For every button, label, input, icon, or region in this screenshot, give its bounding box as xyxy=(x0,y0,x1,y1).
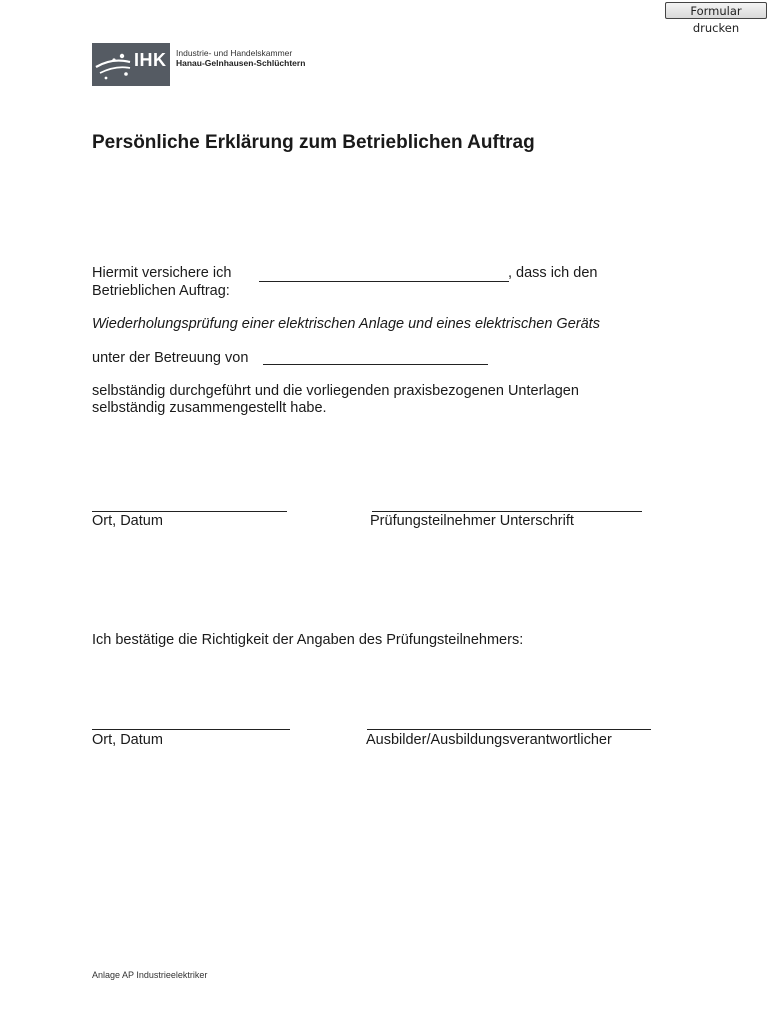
logo-mark xyxy=(92,43,170,86)
place-date-label-1: Ort, Datum xyxy=(92,513,163,529)
place-date-line-1 xyxy=(92,511,287,512)
confirmation-text: Ich bestätige die Richtigkeit der Angaben des Prüfungsteilnehmers: xyxy=(92,632,524,648)
place-date-line-2 xyxy=(92,729,290,730)
print-form-button[interactable]: Formular drucken xyxy=(665,2,767,19)
participant-signature-line xyxy=(372,511,642,512)
place-date-label-2: Ort, Datum xyxy=(92,732,163,748)
ihk-logo xyxy=(92,43,306,86)
logo-region-name: Hanau-Gelnhausen-Schlüchtern xyxy=(176,58,306,68)
statement-line-2: selbständig zusammengestellt habe. xyxy=(92,400,327,416)
logo-ihk-text: IHK xyxy=(134,50,167,70)
supervisor-field[interactable] xyxy=(263,364,488,365)
trainer-signature-label: Ausbilder/Ausbildungsverantwortlicher xyxy=(366,732,612,748)
footer-note: Anlage AP Industrieelektriker xyxy=(92,970,208,980)
participant-signature-label: Prüfungsteilnehmer Unterschrift xyxy=(370,513,574,529)
declaration-suffix: , dass ich den xyxy=(508,265,598,281)
order-title: Wiederholungsprüfung einer elektrischen Anlage und eines elektrischen Geräts xyxy=(92,316,600,332)
name-field[interactable] xyxy=(259,281,509,282)
trainer-signature-line xyxy=(367,729,651,730)
page-title: Persönliche Erklärung zum Betrieblichen Auftrag xyxy=(92,132,535,153)
declaration-line2: Betrieblichen Auftrag: xyxy=(92,283,230,299)
supervision-label: unter der Betreuung von xyxy=(92,350,249,366)
logo-chamber-name: Industrie- und Handelskammer xyxy=(176,48,293,58)
statement-line-1: selbständig durchgeführt und die vorliegenden praxisbezogenen Unterlagen xyxy=(92,383,579,399)
declaration-prefix: Hiermit versichere ich xyxy=(92,265,232,281)
